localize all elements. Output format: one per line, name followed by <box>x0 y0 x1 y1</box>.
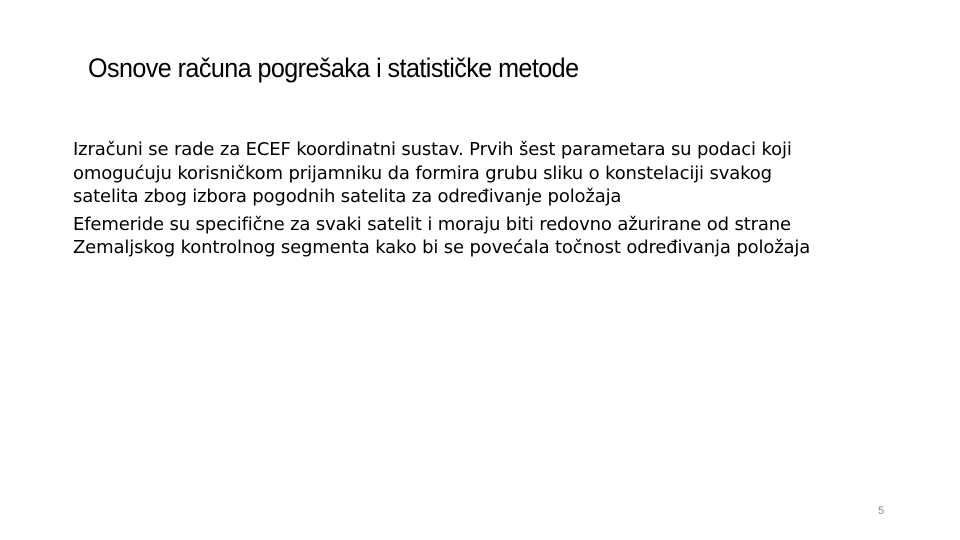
body-paragraph-2: Efemeride su specifične za svaki satelit i moraju biti redovno ažurirane od strane Zemaljskog kontrolnog segmenta kako bi se povećala točnost određivanja položaja <box>73 213 811 258</box>
body-paragraph-1: Izračuni se rade za ECEF koordinatni sustav. Prvih šest parametara su podaci koji omogućuju korisničkom prijamniku da formira grubu sliku o konstelaciji svakog satelita zbog izbora pogodnih satelita za određivanje položaja <box>73 139 792 207</box>
page-number: 5 <box>877 505 885 517</box>
slide-title: Osnove računa pogrešaka i statističke metode <box>88 53 579 83</box>
slide-body <box>73 138 873 264</box>
